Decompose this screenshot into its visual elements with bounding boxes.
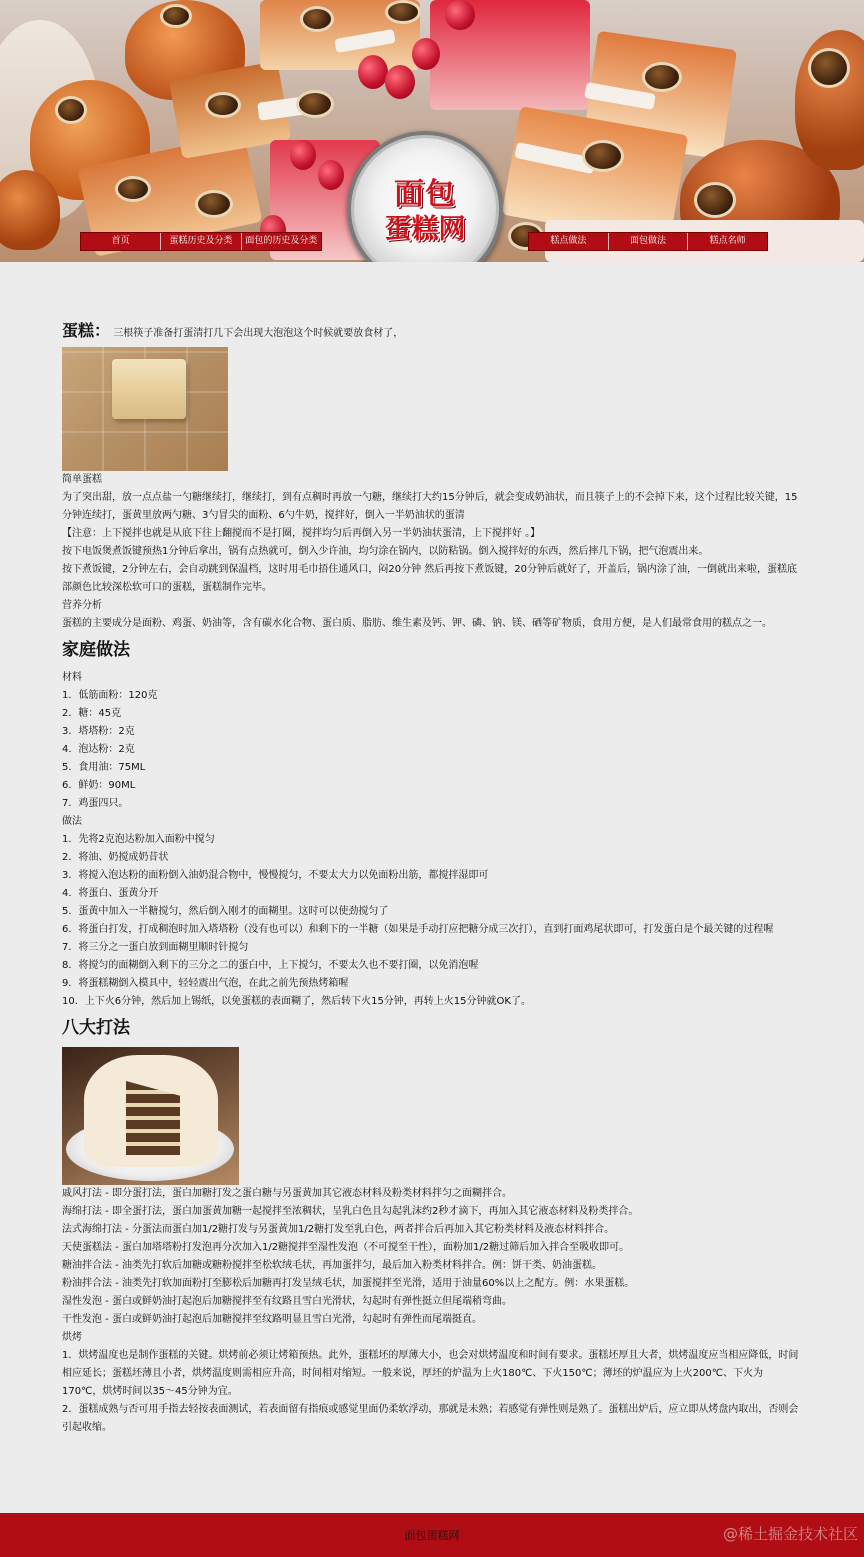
material-item: 1．低筋面粉：120克 [62, 690, 158, 701]
material-item: 5．食用油：75ML [62, 762, 146, 773]
cake-heading: 蛋糕： [62, 321, 111, 340]
nutrition-text: 蛋糕的主要成分是面粉、鸡蛋、奶油等，含有碳水化合物、蛋白质、脂肪、维生素及钙、钾、磷、钠、镁、硒等矿物质，食用方便，是人们最常食用的糕点之一。 [62, 618, 772, 629]
method-step: 7．将三分之一蛋白放到面糊里顺时针搅匀 [62, 942, 249, 953]
nav-link-pastry-recipes[interactable]: 糕点做法 [529, 233, 609, 250]
banner-pastry-decoration [808, 48, 850, 88]
banner-pastry-decoration [55, 96, 87, 124]
eight-methods-heading: 八大打法 [62, 1018, 130, 1038]
bake-paragraph: 1．烘烤温度也是制作蛋糕的关键。烘烤前必须让烤箱预热。此外，蛋糕坯的厚薄大小，也会对烘烤温度和时间有要求。蛋糕坯厚且大者，烘烤温度应当相应降低，时间相应延长；蛋糕坯薄且小者，烘烤温度则需相应升高，时间相对缩短。一般来说，厚坯的炉温为上火180℃、下火150℃；薄坯的炉温应为上火200℃、下火为170℃，烘烤时间以35～45分钟为宜。 [62, 1350, 799, 1397]
cake-intro-text: 三根筷子准备打蛋清打几下会出现大泡泡这个时候就要放食材了， [113, 328, 404, 339]
banner-pastry-decoration [358, 55, 388, 89]
bake-title: 烘烤 [62, 1332, 82, 1343]
method-step: 6．将蛋白打发，打成稠泡时加入塔塔粉（没有也可以）和剩下的一半糖（如果是手动打应把糖分成三次打），直到打面鸡尾状即可，打发蛋白是个最关键的过程喔 [62, 924, 774, 935]
material-item: 4．泡达粉：2克 [62, 744, 135, 755]
main-content [62, 322, 802, 1437]
nutrition-title: 营养分析 [62, 600, 102, 611]
banner-pastry-decoration [300, 6, 334, 32]
nav-link-home[interactable]: 首页 [81, 233, 161, 250]
banner-pastry-decoration [205, 92, 241, 118]
materials-title: 材料 [62, 672, 82, 683]
recipe-paragraph: 按下电饭煲煮饭键预热1分钟后拿出，锅有点热就可，倒入少许油，均匀涂在锅内，以防粘锅。倒入搅拌好的东西，然后摔几下锅，把气泡震出来。 [62, 546, 709, 557]
method-step: 10．上下火6分钟，然后加上锡纸，以免蛋糕的表面糊了，然后转下火15分钟，再转上火15分钟就OK了。 [62, 996, 531, 1007]
recipe-note: 【注意：上下搅拌也就是从底下往上翻搅而不是打圈，搅拌均匀后再倒入另一半奶油状蛋清，上下搅拌好 。】 [62, 528, 541, 539]
banner-pastry-decoration [642, 62, 682, 92]
banner-pastry-decoration [318, 160, 344, 190]
beating-method: 天使蛋糕法 - 蛋白加塔塔粉打发泡再分次加入1/2糖搅拌至湿性发泡（不可搅至干性），面粉加1/2糖过筛后加入拌合至吸收即可。 [62, 1242, 630, 1253]
method-step: 1．先将2克泡达粉加入面粉中搅匀 [62, 834, 215, 845]
material-item: 2．糖：45克 [62, 708, 122, 719]
method-step: 3．将搅入泡达粉的面粉倒入油奶混合物中，慢慢搅匀，不要太大力以免面粉出筋，都搅拌湿即可 [62, 870, 489, 881]
banner-pastry-decoration [412, 38, 440, 70]
material-item: 6．鲜奶：90ML [62, 780, 136, 791]
cake-intro-row [62, 322, 802, 343]
material-item: 3．塔塔粉：2克 [62, 726, 135, 737]
beating-method: 法式海绵打法 - 分蛋法而蛋白加1/2糖打发与另蛋黄加1/2糖打发至乳白色，两者拌合后再加入其它粉类材料及液态材料拌合。 [62, 1224, 615, 1235]
watermark: @稀土掘金技术社区 [722, 1525, 858, 1543]
banner-pastry-decoration [115, 176, 151, 202]
beating-method: 海绵打法 - 即全蛋打法，蛋白加蛋黄加糖一起搅拌至浓稠状，呈乳白色且勾起乳沫约2秒才滴下，再加入其它液态材料及粉类拌合。 [62, 1206, 639, 1217]
bake-paragraph: 2．蛋糕成熟与否可用手指去轻按表面测试，若表面留有指痕或感觉里面仍柔软浮动，那就是未熟；若感觉有弹性则是熟了。蛋糕出炉后，应立即从烤盘内取出，否则会引起收缩。 [62, 1404, 799, 1433]
recipe-paragraph: 按下煮饭键，2分钟左右，会自动跳到保温档，这时用毛巾捂住通风口，闷20分钟 然后再按下煮饭键，20分钟后就好了，开盖后，锅内涂了油，一倒就出来啦，蛋糕底部颜色比较深松软可口的蛋糕，蛋糕制作完毕。 [62, 564, 797, 593]
beating-method: 糖油拌合法 - 油类先打软后加糖或糖粉搅拌至松软绒毛状，再加蛋拌匀，最后加入粉类材料拌合。例：饼干类、奶油蛋糕。 [62, 1260, 602, 1271]
site-logo-line2: 蛋糕网 [384, 214, 466, 245]
nav-link-pastry-chefs[interactable]: 糕点名师 [709, 236, 746, 246]
nav-link-cake-history[interactable]: 蛋糕历史及分类 [161, 233, 241, 250]
banner-pastry-decoration [195, 190, 233, 218]
method-step: 9．将蛋糕糊倒入模具中，轻轻震出气泡，在此之前先预热烤箱喔 [62, 978, 349, 989]
banner-pastry-decoration [694, 182, 736, 218]
banner-pastry-decoration [385, 65, 415, 99]
method-title: 做法 [62, 816, 82, 827]
banner-pastry-decoration [160, 4, 192, 28]
layer-cake-image [62, 1047, 239, 1185]
method-step: 5．蛋黄中加入一半糖搅匀，然后倒入刚才的面糊里。这时可以使劲搅匀了 [62, 906, 389, 917]
beating-method: 戚风打法 - 即分蛋打法，蛋白加糖打发之蛋白糖与另蛋黄加其它液态材料及粉类材料拌匀之面糊拌合。 [62, 1188, 512, 1199]
banner-pastry-decoration [582, 140, 624, 172]
banner-pastry-decoration [445, 0, 475, 30]
method-step: 8．将搅匀的面糊倒入剩下的三分之二的蛋白中，上下搅匀，不要太久也不要打圈，以免消泡喔 [62, 960, 479, 971]
method-step: 2．将油、奶搅成奶昔状 [62, 852, 169, 863]
beating-method: 粉油拌合法 - 油类先打软加面粉打至膨松后加糖再打发呈绒毛状，加蛋搅拌至光滑，适用于油量60%以上之配方。例：水果蛋糕。 [62, 1278, 635, 1289]
banner-pastry-decoration [385, 0, 421, 24]
simple-cake-caption: 简单蛋糕 [62, 474, 102, 485]
material-item: 7．鸡蛋四只。 [62, 798, 129, 809]
beating-method: 干性发泡 - 蛋白或鲜奶油打起泡后加糖搅拌至纹路明显且雪白光滑，勾起时有弹性而尾端挺直。 [62, 1314, 482, 1325]
nav-link-bread-recipes[interactable]: 面包做法 [609, 233, 689, 250]
recipe-paragraph: 为了突出甜，放一点点盐一勺糖继续打，继续打，到有点稠时再放一勺糖，继续打大约15分钟后，就会变成奶油状，而且筷子上的不会掉下来，这个过程比较关键，15分钟连续打，蛋黄里放两勺糖、3勺冒尖的面粉、6勺牛奶，搅拌好，倒入一半奶油状的蛋清 [62, 492, 798, 521]
header-banner [0, 0, 864, 262]
footer-text: 面包蛋糕网 [404, 1529, 460, 1542]
nav-link-bread-history[interactable]: 面包的历史及分类 [245, 236, 318, 246]
method-step: 4．将蛋白、蛋黄分开 [62, 888, 159, 899]
banner-pastry-decoration [296, 90, 334, 118]
site-footer [0, 1513, 864, 1557]
banner-pastry-decoration [290, 140, 316, 170]
main-nav-right [528, 232, 768, 251]
home-method-heading: 家庭做法 [62, 640, 130, 660]
site-logo-line1: 面包 [394, 177, 456, 212]
main-nav-left [80, 232, 322, 251]
beating-method: 湿性发泡 - 蛋白或鲜奶油打起泡后加糖搅拌至有纹路且雪白光滑状，勾起时有弹性挺立但尾端稍弯曲。 [62, 1296, 512, 1307]
simple-cake-image [62, 347, 228, 471]
